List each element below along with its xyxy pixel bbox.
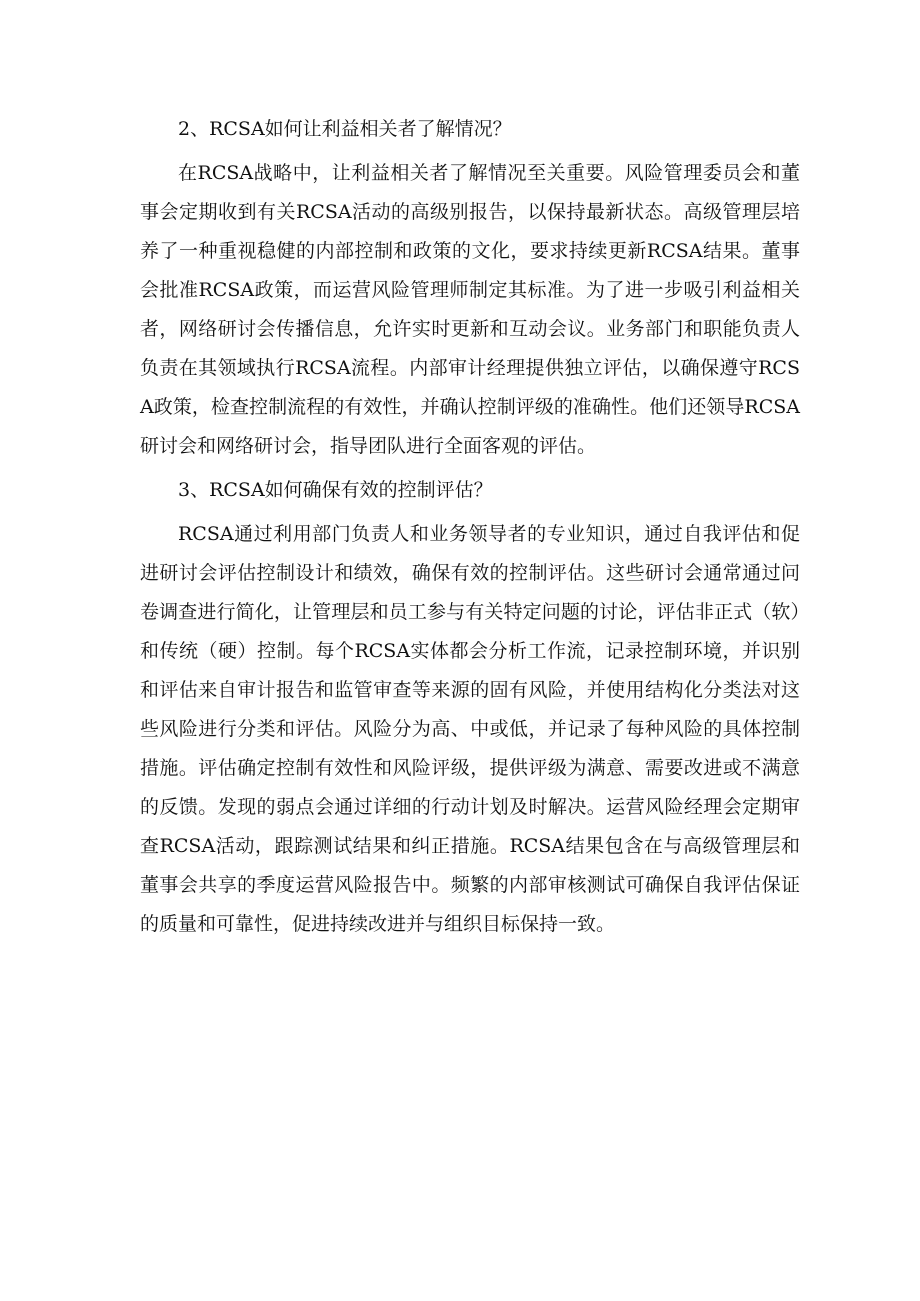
section-2-paragraph: 在RCSA战略中，让利益相关者了解情况至关重要。风险管理委员会和董事会定期收到有关RCSA活动的高级别报告，以保持最新状态。高级管理层培养了一种重视稳健的内部控制和政策的文化，要求持续更新RCSA结果。董事会批准RCSA政策，而运营风险管理师制定其标准。为了进一步吸引利益相关者，网络研讨会传播信息，允许实时更新和互动会议。业务部门和职能负责人负责在其领域执行RCSA流程。内部审计经理提供独立评估，以确保遵守RCSA政策，检查控制流程的有效性，并确认控制评级的准确性。他们还领导RCSA研讨会和网络研讨会，指导团队进行全面客观的评估。 (140, 162, 800, 457)
section-3-heading: 3、RCSA如何确保有效的控制评估？ (178, 479, 493, 501)
section-3-paragraph: RCSA通过利用部门负责人和业务领导者的专业知识，通过自我评估和促进研讨会评估控制设计和绩效，确保有效的控制评估。这些研讨会通常通过问卷调查进行简化，让管理层和员工参与有关特定问题的讨论，评估非正式（软）和传统（硬）控制。每个RCSA实体都会分析工作流，记录控制环境，并识别和评估来自审计报告和监管审查等来源的固有风险，并使用结构化分类法对这些风险进行分类和评估。风险分为高、中或低，并记录了每种风险的具体控制措施。评估确定控制有效性和风险评级，提供评级为满意、需要改进或不满意的反馈。发现的弱点会通过详细的行动计划及时解决。运营风险经理会定期审查RCSA活动，跟踪测试结果和纠正措施。RCSA结果包含在与高级管理层和董事会共享的季度运营风险报告中。频繁的内部审核测试可确保自我评估保证的质量和可靠性，促进持续改进并与组织目标保持一致。 (140, 523, 800, 935)
document-body (140, 110, 800, 949)
section-2-heading: 2、RCSA如何让利益相关者了解情况？ (178, 118, 512, 140)
